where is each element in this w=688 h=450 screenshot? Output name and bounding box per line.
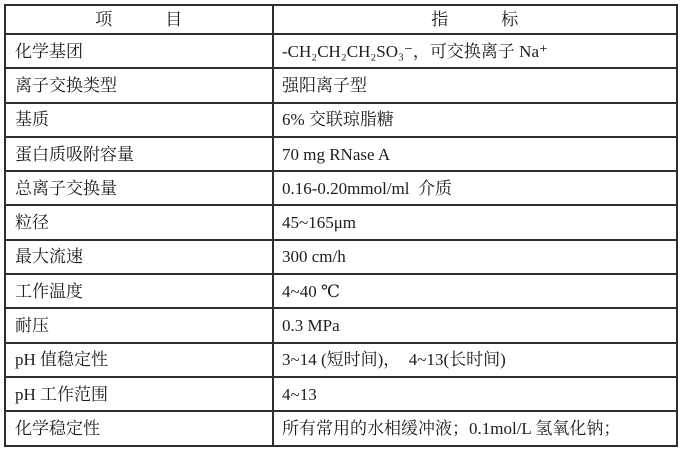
table-row bbox=[5, 274, 677, 308]
header-item-cell: 项 目 bbox=[5, 5, 273, 34]
row-value: 70 mg RNase A bbox=[273, 137, 677, 171]
row-value: -CH₂CH₂CH₂SO₃⁻，可交换离子 Na⁺ bbox=[273, 34, 677, 68]
table-row bbox=[5, 34, 677, 68]
table-row bbox=[5, 205, 677, 239]
row-item-label: 粒径 bbox=[5, 205, 273, 239]
table-row bbox=[5, 68, 677, 102]
row-item-label: 耐压 bbox=[5, 308, 273, 342]
row-value: 所有常用的水相缓冲液；0.1mol/L 氢氧化钠； bbox=[273, 411, 677, 445]
header-row bbox=[5, 5, 677, 34]
row-value: 3~14 (短时间)， 4~13(长时间) bbox=[273, 343, 677, 377]
table-row bbox=[5, 308, 677, 342]
row-value: 0.3 MPa bbox=[273, 308, 677, 342]
row-item-label: 工作温度 bbox=[5, 274, 273, 308]
table-row bbox=[5, 137, 677, 171]
row-value: 4~13 bbox=[273, 377, 677, 411]
row-item-label: 蛋白质吸附容量 bbox=[5, 137, 273, 171]
row-item-label: 离子交换类型 bbox=[5, 68, 273, 102]
spec-table bbox=[4, 4, 678, 447]
table-row bbox=[5, 377, 677, 411]
row-item-label: 总离子交换量 bbox=[5, 171, 273, 205]
row-item-label: 化学基团 bbox=[5, 34, 273, 68]
row-item-label: pH 值稳定性 bbox=[5, 343, 273, 377]
table-row bbox=[5, 343, 677, 377]
row-value: 0.16-0.20mmol/ml 介质 bbox=[273, 171, 677, 205]
row-item-label: 最大流速 bbox=[5, 240, 273, 274]
row-value: 300 cm/h bbox=[273, 240, 677, 274]
table-row bbox=[5, 411, 677, 445]
header-spec-cell: 指 标 bbox=[273, 5, 677, 34]
row-value: 4~40 ℃ bbox=[273, 274, 677, 308]
table-row bbox=[5, 240, 677, 274]
row-value: 强阳离子型 bbox=[273, 68, 677, 102]
row-value: 45~165μm bbox=[273, 205, 677, 239]
table-row bbox=[5, 171, 677, 205]
row-item-label: pH 工作范围 bbox=[5, 377, 273, 411]
row-value: 6% 交联琼脂糖 bbox=[273, 103, 677, 137]
row-item-label: 基质 bbox=[5, 103, 273, 137]
row-item-label: 化学稳定性 bbox=[5, 411, 273, 445]
table-row bbox=[5, 103, 677, 137]
